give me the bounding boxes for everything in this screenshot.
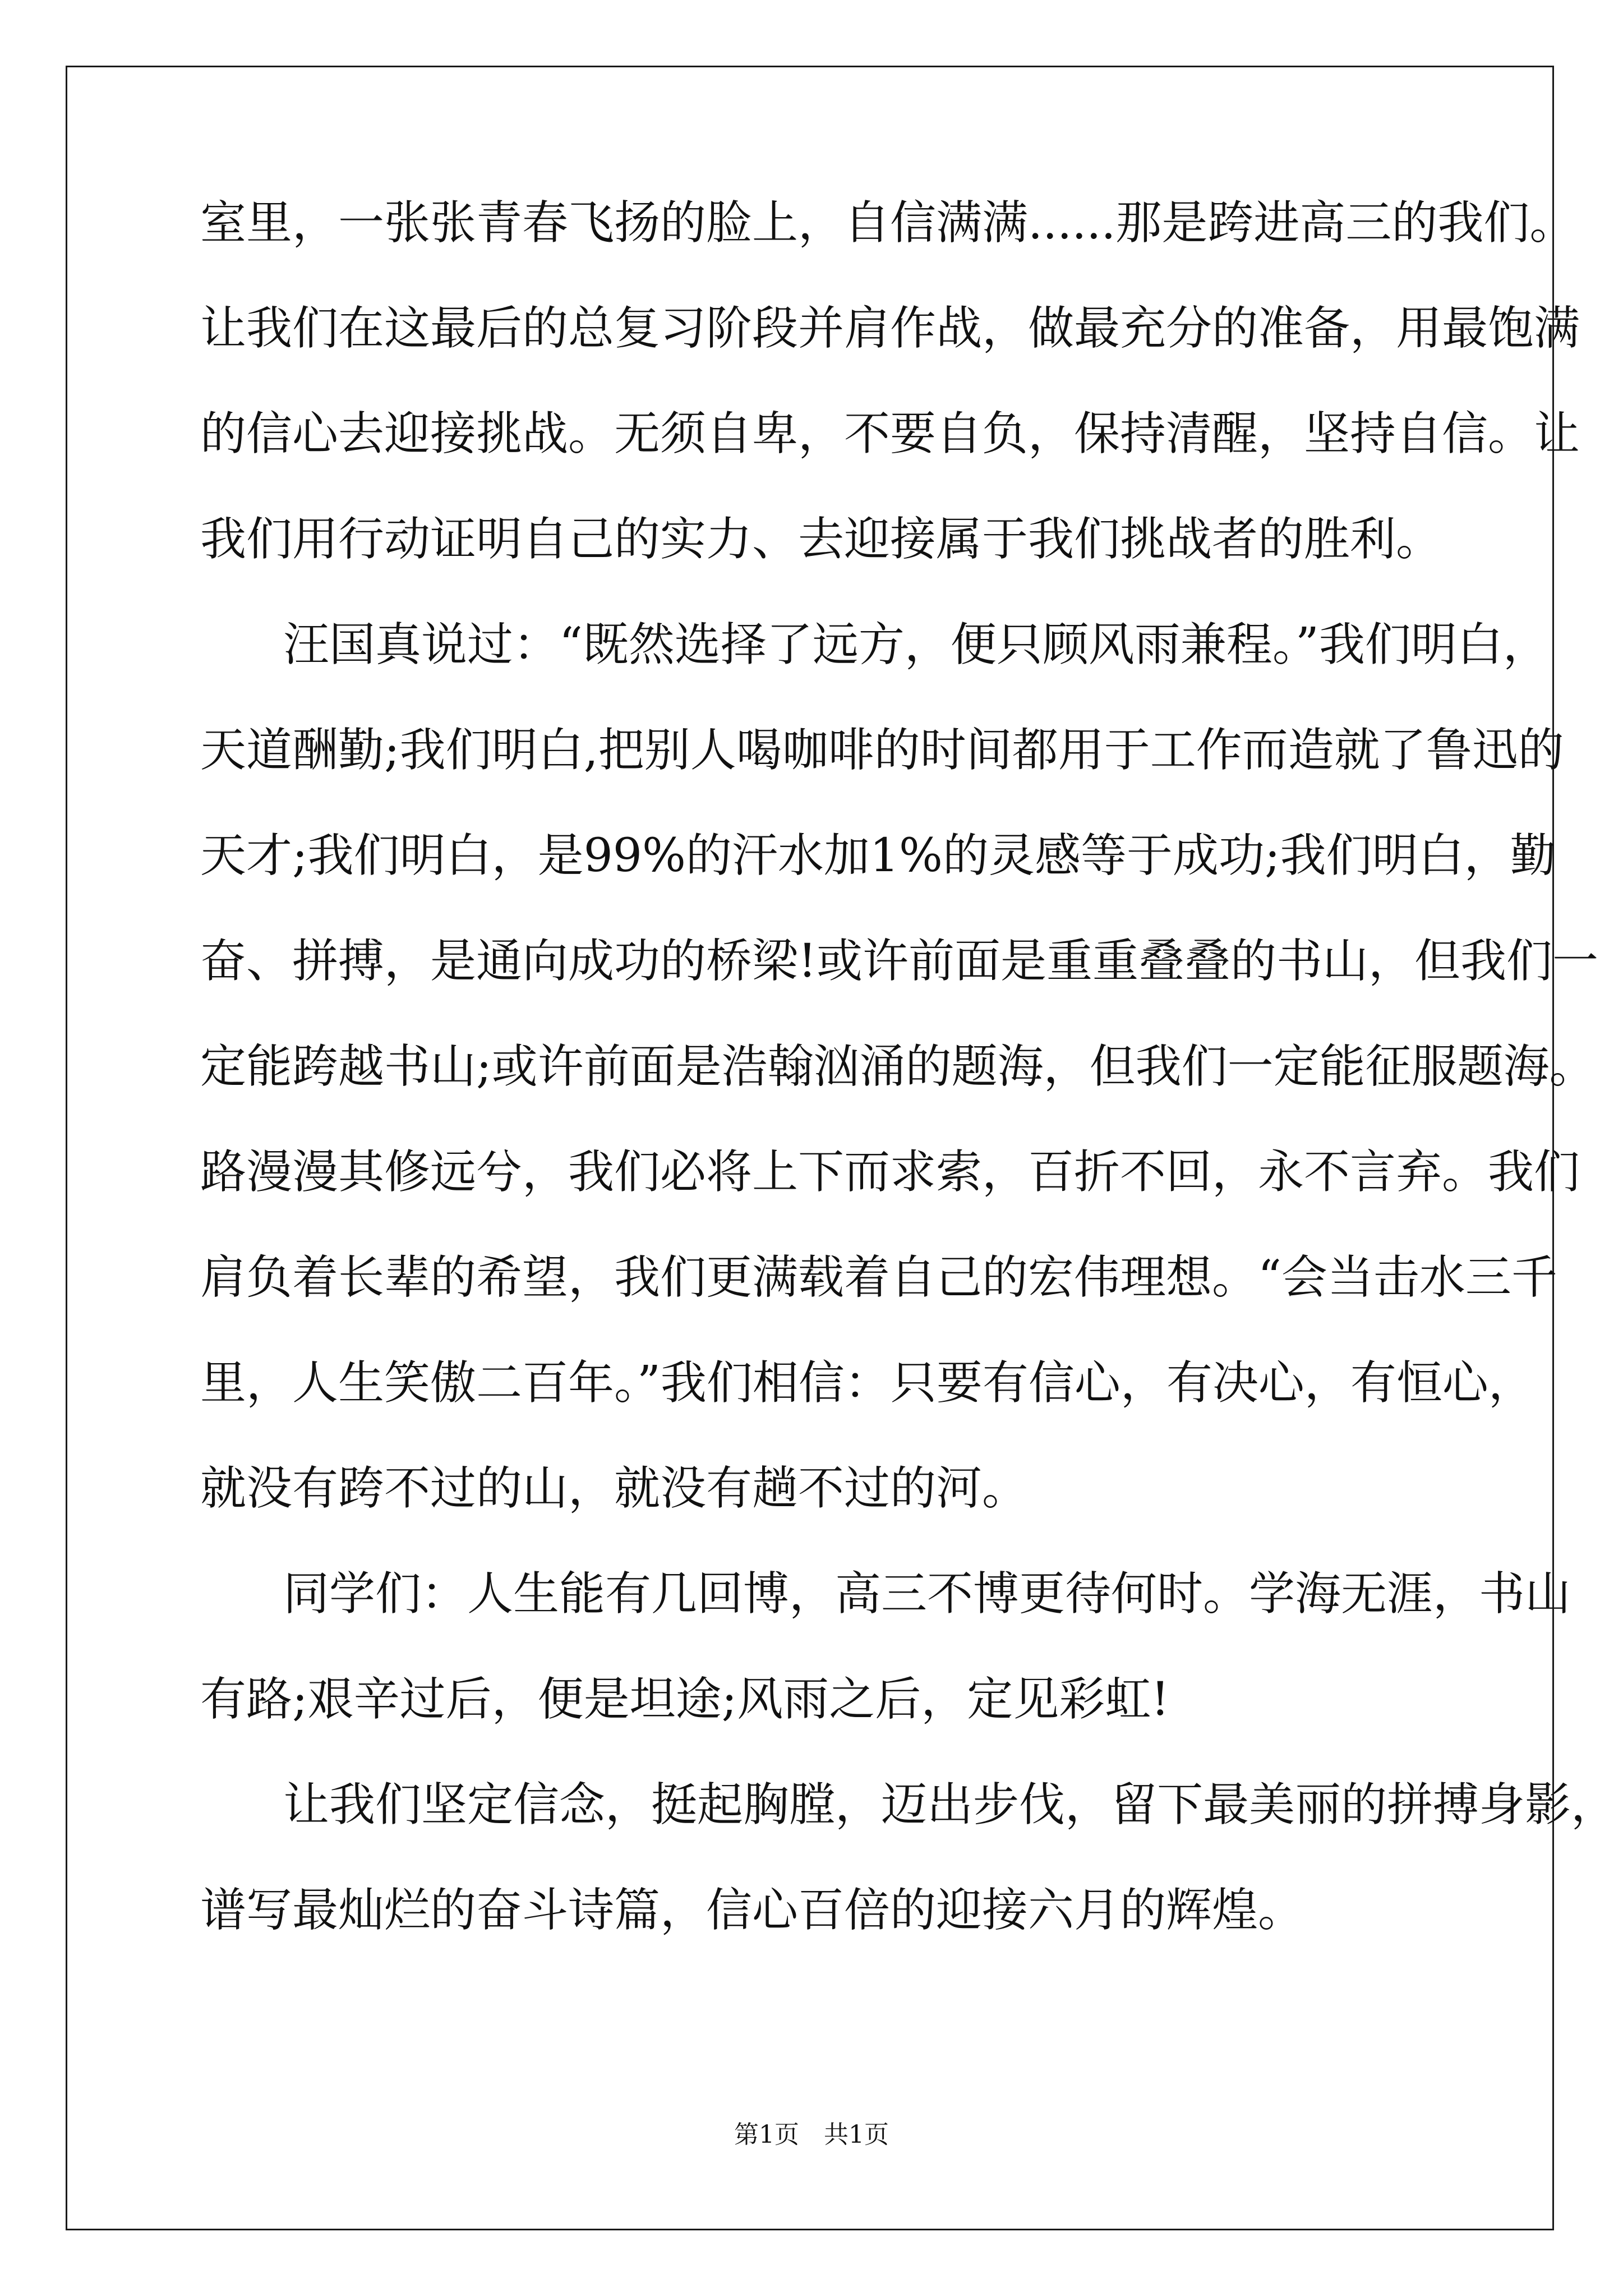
paragraph-start-line: 让我们坚定信念，挺起胸膛，迈出步伐，留下最美丽的拼搏身影， (283, 1778, 1617, 1832)
text-line: 奋、拼搏，是通向成功的桥梁!或许前面是重重叠叠的书山，但我们一 (200, 935, 1598, 988)
text-line: 有路;艰辛过后，便是坦途;风雨之后，定见彩虹! (200, 1673, 1170, 1726)
text-line: 我们用行动证明自己的实力、去迎接属于我们挑战者的胜利。 (200, 513, 1442, 566)
paragraph-start-line: 同学们：人生能有几回博，高三不博更待何时。学海无涯，书山 (283, 1567, 1571, 1621)
text-line: 路漫漫其修远兮，我们必将上下而求索，百折不回，永不言弃。我们 (200, 1145, 1580, 1199)
text-line: 定能跨越书山;或许前面是浩翰汹涌的题海，但我们一定能征服题海。 (200, 1040, 1596, 1093)
text-line: 天道酬勤;我们明白,把别人喝咖啡的时间都用于工作而造就了鲁迅的 (200, 724, 1564, 777)
paragraph-start-line: 汪国真说过：“既然选择了远方，便只顾风雨兼程。”我们明白， (283, 618, 1549, 671)
text-line: 就没有跨不过的山，就没有趟不过的河。 (200, 1462, 1029, 1515)
text-line: 室里，一张张青春飞扬的脸上，自信满满......那是跨进高三的我们。 (200, 196, 1576, 250)
text-line: 的信心去迎接挑战。无须自卑，不要自负，保持清醒，坚持自信。让 (200, 407, 1580, 461)
text-line: 肩负着长辈的希望，我们更满载着自己的宏伟理想。“会当击水三千 (200, 1251, 1557, 1304)
text-line: 天才;我们明白，是99%的汗水加1%的灵感等于成功;我们明白，勤 (200, 829, 1556, 882)
text-line: 让我们在这最后的总复习阶段并肩作战，做最充分的准备，用最饱满 (200, 302, 1580, 355)
text-line: 谱写最灿烂的奋斗诗篇，信心百倍的迎接六月的辉煌。 (200, 1884, 1304, 1937)
text-line: 里，人生笑傲二百年。”我们相信：只要有信心，有决心，有恒心， (200, 1356, 1534, 1410)
page-footer: 第1页 共1页 (734, 2120, 889, 2149)
